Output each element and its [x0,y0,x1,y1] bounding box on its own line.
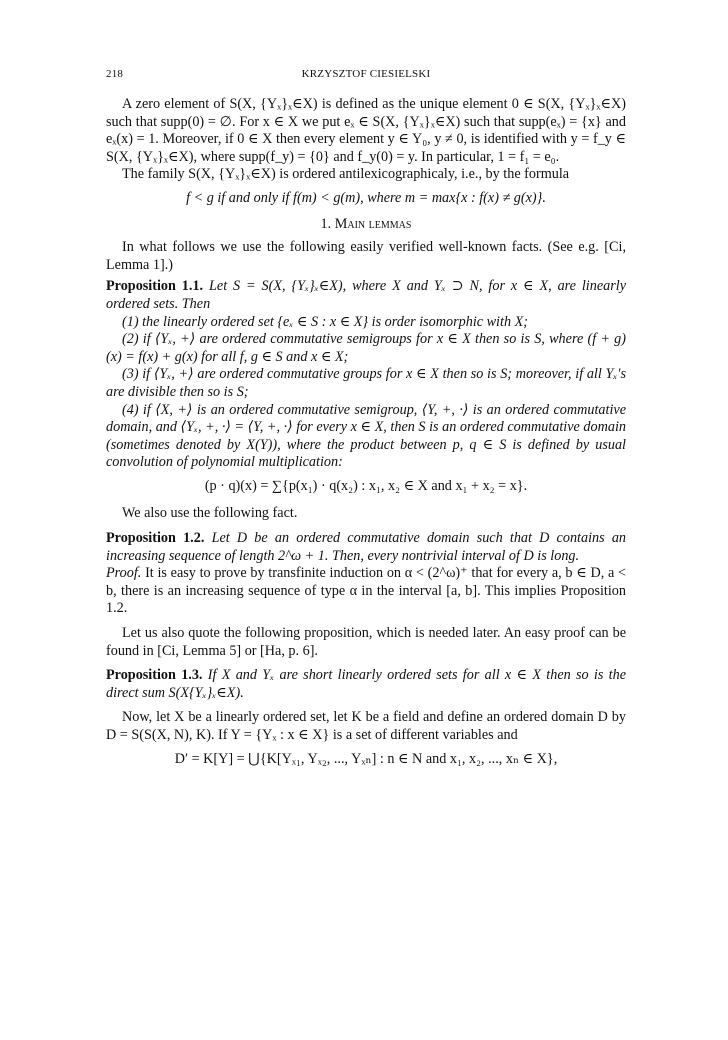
section-title: 1. Main lemmas [320,215,412,232]
proposition-1-1-intro: Let S = S(X, {Yₓ}ₓ∈X), where X and Yₓ ⊃ N, for x ∈ X, are linearly ordered sets. Then [106,278,626,312]
proposition-1-3-text: If X and Yₓ are short linearly ordered sets for all x ∈ X then so is the direct sum S(X{Yₓ}ₓ∈X). [106,667,627,701]
body-text [106,96,626,774]
proposition-1-1-item-2: (2) if ⟨Yₓ, +⟩ are ordered commutative semigroups for x ∈ X then so is S, where (f + g)(x) = f(x) + g(x) for all f, g ∈ S and x ∈ X; [106,331,626,365]
proposition-1-2-text: Let D be an ordered commutative domain such that D contains an increasing sequence of length 2^ω + 1. Then, every nontrivial interval of D is long. [106,530,627,564]
formula-polynomial-ring: D′ = K[Y] = ⋃{K[Yₓ₁, Yₓ₂, ..., Yₓₙ] : n ∈ N and x₁, x₂, ..., xₙ ∈ X}, [174,750,558,767]
paragraph-following-fact: We also use the following fact. [122,505,298,522]
proposition-1-1-label: Proposition 1.1. [106,278,204,295]
paragraph-well-known-facts: In what follows we use the following easily verified well-known facts. (See e.g. [Ci, Lemma 1].) [106,239,626,273]
paragraph-quote-proposition: Let us also quote the following proposition, which is needed later. An easy proof can be found in [Ci, Lemma 5] or [Ha, p. 6]. [106,625,626,659]
paragraph-ordering: The family S(X, {Yₓ}ₓ∈X) is ordered antilexicographicaly, i.e., by the formula [122,166,570,183]
formula-antilex-order: f < g if and only if f(m) < g(m), where m = max{x : f(x) ≠ g(x)}. [186,189,546,206]
formula-convolution: (p · q)(x) = ∑{p(x₁) · q(x₂) : x₁, x₂ ∈ X and x₁ + x₂ = x}. [204,477,528,494]
proof [106,565,626,618]
proposition-1-1-item-4: (4) if ⟨X, +⟩ is an ordered commutative semigroup, ⟨Y, +, ·⟩ is an ordered commutative domain, and ⟨Yₓ, +, ·⟩ = ⟨Y, +, ·⟩ for every x ∈ X, then S is an ordered commutative domain (sometimes denoted by X(Y)), where the product between p, q ∈ S is defined by usual convolution of polynomial multiplication: [106,401,626,471]
paragraph-define-domain: Now, let X be a linearly ordered set, let K be a field and define an ordered domain D by D = S(S(X, N), K). If Y = {Yₓ : x ∈ X} is a set of different variables and [106,709,626,743]
paragraph-zero-element: A zero element of S(X, {Yₓ}ₓ∈X) is defined as the unique element 0 ∈ S(X, {Yₓ}ₓ∈X) such that supp(0) = ∅. For x ∈ X we put eₓ ∈ S(X, {Yₓ}ₓ∈X) such that supp(eₓ) = {x} and eₓ(x) = 1. Moreover, if 0 ∈ X then every element y ∈ Y₀, y ≠ 0, is identified with y = f_y ∈ S(X, {Yₓ}ₓ∈X), where supp(f_y) = {0} and f_y(0) = y. In particular, 1 = f₁ = e₀. [106,96,626,165]
proposition-1-3 [106,667,626,702]
running-head-author: KRZYSZTOF CIESIELSKI [301,68,431,80]
proposition-1-1-item-3: (3) if ⟨Yₓ, +⟩ are ordered commutative groups for x ∈ X then so is S; moreover, if all Yₓ's are divisible then so is S; [106,366,626,400]
proposition-1-2 [106,530,626,565]
proposition-1-2-label: Proposition 1.2. [106,530,205,547]
proposition-1-3-label: Proposition 1.3. [106,667,203,684]
page-number: 218 [106,68,124,80]
proposition-1-1 [106,278,626,313]
running-header [106,68,626,86]
proof-label: Proof. [106,565,142,582]
proposition-1-1-item-1: (1) the linearly ordered set {eₓ ∈ S : x ∈ X} is order isomorphic with X; [122,313,528,330]
proof-text: It is easy to prove by transfinite induction on α < (2^ω)⁺ that for every a, b ∈ D, a < b, there is an increasing sequence of type α in the interval [a, b]. This implies Proposition 1.2. [106,565,627,617]
